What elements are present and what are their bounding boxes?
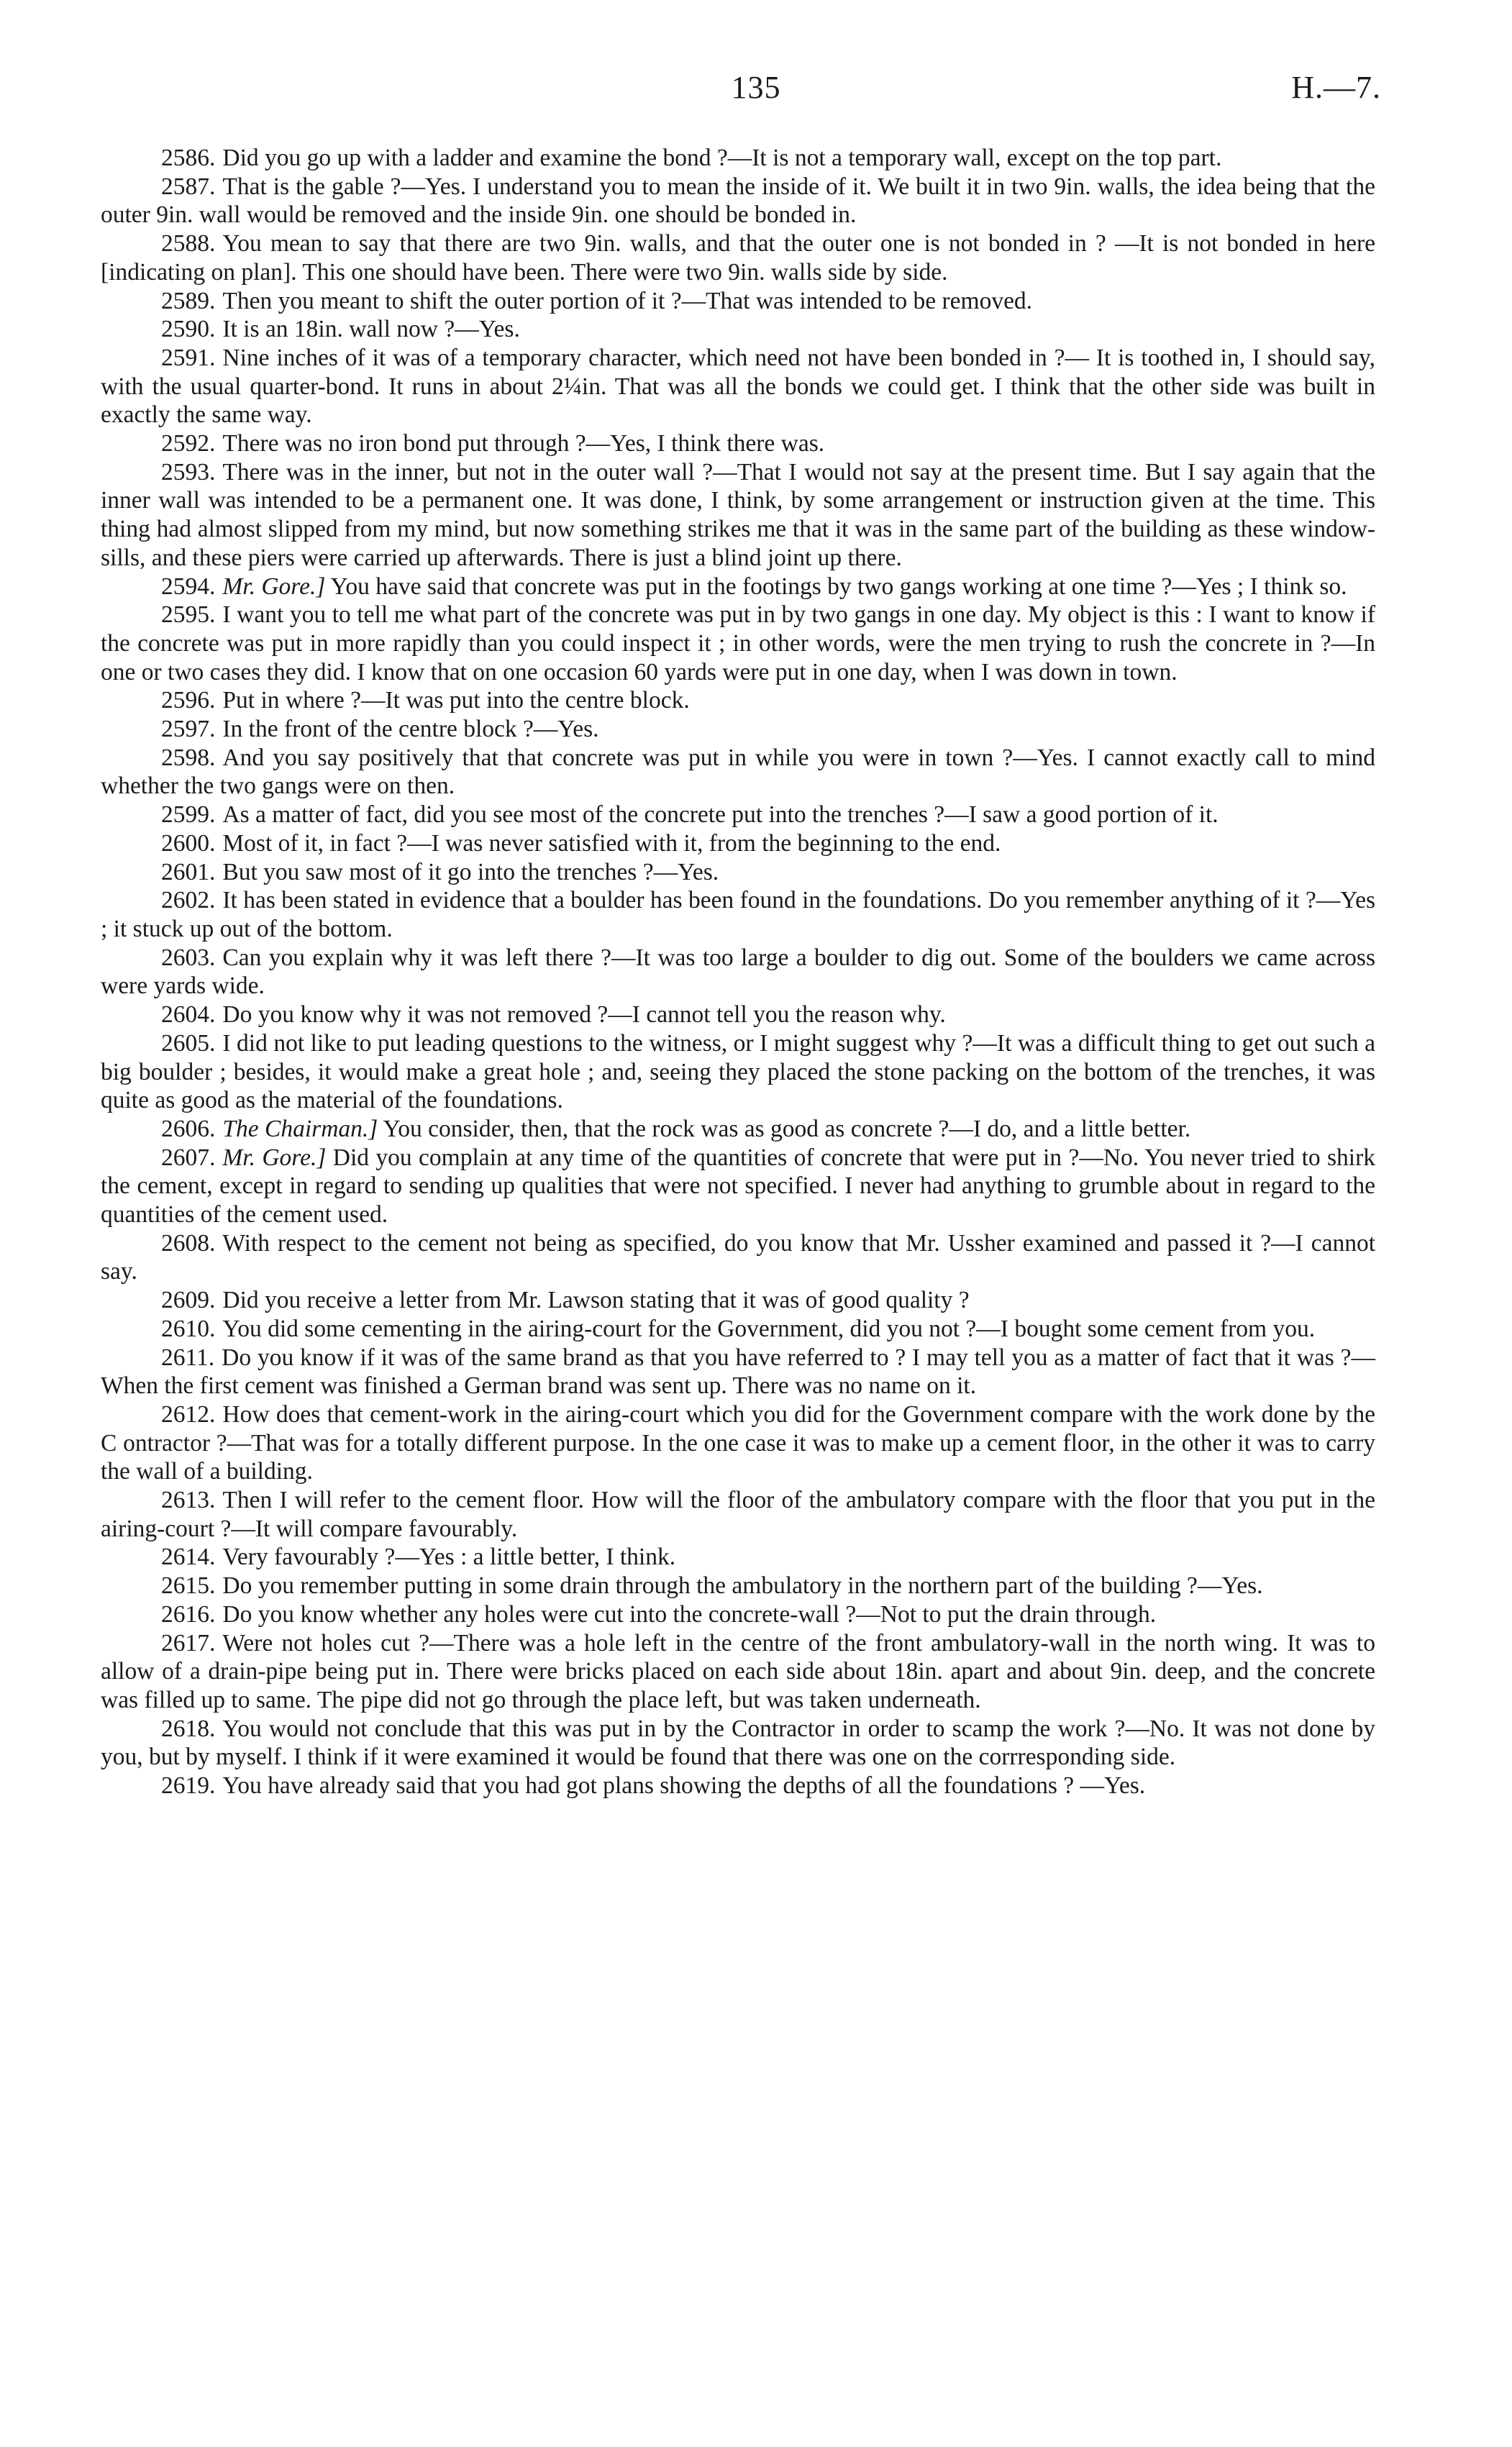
- question-number: 2592.: [161, 430, 216, 457]
- page-reference: H.—7.: [1291, 70, 1381, 105]
- evidence-paragraph: [101, 744, 1375, 801]
- evidence-paragraph: [101, 601, 1375, 686]
- page-number: 135: [731, 70, 781, 105]
- question-answer-text: Did you receive a letter from Mr. Lawson stating that it was of good quality ?: [222, 1287, 970, 1314]
- evidence-paragraph: [101, 1001, 1375, 1029]
- question-number: 2593.: [161, 458, 216, 486]
- evidence-paragraph: [101, 1486, 1375, 1543]
- question-number: 2609.: [161, 1287, 216, 1314]
- question-answer-text: As a matter of fact, did you see most of the concrete put into the trenches ?—I saw a good portion of it.: [222, 801, 1219, 829]
- question-answer-text: There was no iron bond put through ?—Yes, I think there was.: [222, 430, 825, 457]
- evidence-paragraph: [101, 1572, 1375, 1600]
- evidence-paragraph: [101, 944, 1375, 1001]
- question-answer-text: You have already said that you had got plans showing the depths of all the foundations ? —Yes.: [222, 1772, 1146, 1800]
- question-number: 2591.: [161, 344, 216, 371]
- question-number: 2611.: [161, 1344, 215, 1371]
- question-answer-text: Put in where ?—It was put into the centre block.: [222, 687, 690, 714]
- evidence-paragraph: [101, 1029, 1375, 1115]
- question-number: 2588.: [161, 230, 216, 258]
- question-number: 2600.: [161, 829, 216, 857]
- evidence-paragraph: [101, 1344, 1375, 1400]
- evidence-paragraph: [101, 858, 1375, 887]
- evidence-paragraph: [101, 1144, 1375, 1229]
- question-answer-text: With respect to the cement not being as specified, do you know that Mr. Ussher examined and passed it ?—I cannot say.: [101, 1229, 1375, 1285]
- evidence-paragraph: [101, 1229, 1375, 1286]
- question-answer-text: Most of it, in fact ?—I was never satisfied with it, from the beginning to the end.: [222, 829, 1001, 857]
- evidence-paragraph: [101, 829, 1375, 858]
- evidence-paragraph: [101, 287, 1375, 316]
- question-number: 2618.: [161, 1715, 216, 1742]
- question-answer-text: Can you explain why it was left there ?—It was too large a boulder to dig out. Some of the boulders we came across were yards wide.: [101, 944, 1375, 1000]
- speaker-name: Mr. Gore.]: [222, 1144, 327, 1171]
- question-number: 2604.: [161, 1001, 216, 1029]
- evidence-paragraph: [101, 1315, 1375, 1344]
- question-answer-text: It is an 18in. wall now ?—Yes.: [222, 316, 520, 343]
- question-number: 2587.: [161, 173, 216, 200]
- evidence-paragraph: [101, 686, 1375, 715]
- question-answer-text: Do you know whether any holes were cut into the concrete-wall ?—Not to put the drain through.: [222, 1600, 1157, 1628]
- question-answer-text: You consider, then, that the rock was as good as concrete ?—I do, and a little better.: [383, 1115, 1191, 1142]
- question-number: 2597.: [161, 716, 216, 743]
- question-number: 2614.: [161, 1544, 216, 1571]
- evidence-paragraph: [101, 715, 1375, 744]
- question-answer-text: It has been stated in evidence that a boulder has been found in the foundations. Do you remember anything of it ?—Yes ; it stuck up out of the bottom.: [101, 887, 1375, 942]
- question-number: 2608.: [161, 1229, 216, 1257]
- question-answer-text: Do you remember putting in some drain through the ambulatory in the northern part of the building ?—Yes.: [222, 1572, 1263, 1600]
- question-answer-text: You have said that concrete was put in the footings by two gangs working at one time ?—Yes ; I think so.: [330, 573, 1347, 600]
- question-answer-text: Did you go up with a ladder and examine the bond ?—It is not a temporary wall, except on the top part.: [222, 145, 1222, 171]
- evidence-paragraph: [101, 1629, 1375, 1715]
- question-number: 2617.: [161, 1629, 216, 1657]
- evidence-paragraph: [101, 1286, 1375, 1315]
- question-number: 2615.: [161, 1572, 216, 1600]
- evidence-paragraph: [101, 1400, 1375, 1486]
- question-answer-text: But you saw most of it go into the trenches ?—Yes.: [222, 858, 719, 885]
- question-number: 2590.: [161, 316, 216, 343]
- question-number: 2612.: [161, 1400, 216, 1428]
- question-number: 2595.: [161, 601, 216, 629]
- question-answer-text: Nine inches of it was of a temporary character, which need not have been bonded in ?— It is toothed in, I should say, with the usual quarter-bond. It runs in about 2¼in. That was all the bonds we could get. I think that the other side was built in exactly the same way.: [101, 344, 1375, 429]
- question-number: 2594.: [161, 573, 216, 600]
- question-answer-text: Do you know if it was of the same brand as that you have referred to ? I may tell you as a matter of fact that it was ?—When the first cement was finished a German brand was sent up. There was no name on it.: [101, 1344, 1375, 1400]
- question-number: 2589.: [161, 287, 216, 314]
- evidence-paragraph: [101, 1600, 1375, 1629]
- evidence-paragraph: [101, 886, 1375, 943]
- evidence-paragraph: [101, 315, 1375, 344]
- evidence-text: [101, 144, 1375, 1800]
- question-number: 2619.: [161, 1772, 216, 1800]
- question-answer-text: I did not like to put leading questions to the witness, or I might suggest why ?—It was a difficult thing to get out such a big boulder ; besides, it would make a great hole ; and, seeing they placed the stone packing on the bottom of the trenches, it was quite as good as the material of the foundations.: [101, 1029, 1375, 1114]
- question-answer-text: And you say positively that that concrete was put in while you were in town ?—Yes. I cannot exactly call to mind whether the two gangs were on then.: [101, 744, 1375, 800]
- question-number: 2605.: [161, 1029, 216, 1057]
- question-number: 2598.: [161, 744, 216, 771]
- evidence-paragraph: [101, 801, 1375, 829]
- speaker-name: The Chairman.]: [222, 1115, 378, 1142]
- evidence-paragraph: [101, 429, 1375, 458]
- question-answer-text: Very favourably ?—Yes : a little better, I think.: [222, 1544, 676, 1571]
- question-answer-text: How does that cement-work in the airing-court which you did for the Government compare with the work done by the C ontractor ?—That was for a totally different purpose. In the one case it was to make up a cement floor, in the other it was to carry the wall of a building.: [101, 1400, 1375, 1485]
- question-answer-text: That is the gable ?—Yes. I understand you to mean the inside of it. We built it in two 9in. walls, the idea being that the outer 9in. wall would be removed and the inside 9in. one should be bonded in.: [101, 173, 1375, 229]
- question-number: 2613.: [161, 1487, 216, 1514]
- evidence-paragraph: [101, 1772, 1375, 1800]
- evidence-paragraph: [101, 1115, 1375, 1144]
- question-answer-text: You did some cementing in the airing-court for the Government, did you not ?—I bought some cement from you.: [222, 1315, 1316, 1342]
- question-answer-text: Then I will refer to the cement floor. How will the floor of the ambulatory compare with the floor that you put in the airing-court ?—It will compare favourably.: [101, 1487, 1375, 1542]
- evidence-paragraph: [101, 573, 1375, 601]
- question-answer-text: There was in the inner, but not in the outer wall ?—That I would not say at the present time. But I say again that the inner wall was intended to be a permanent one. It was done, I think, by some arrangement or instruction given at the time. This thing had almost slipped from my mind, but now something strikes me that it was in the same part of the building as these window-sills, and these piers were carried up afterwards. There is just a blind joint up there.: [101, 458, 1375, 571]
- question-number: 2610.: [161, 1315, 216, 1342]
- question-number: 2601.: [161, 858, 216, 885]
- evidence-paragraph: [101, 458, 1375, 573]
- evidence-paragraph: [101, 344, 1375, 429]
- question-answer-text: Do you know why it was not removed ?—I cannot tell you the reason why.: [222, 1001, 946, 1029]
- evidence-paragraph: [101, 144, 1375, 173]
- question-number: 2602.: [161, 887, 216, 914]
- evidence-paragraph: [101, 1715, 1375, 1772]
- question-number: 2586.: [161, 145, 216, 171]
- question-number: 2606.: [161, 1115, 216, 1142]
- question-answer-text: I want you to tell me what part of the concrete was put in by two gangs in one day. My object is this : I want to know if the concrete was put in more rapidly than you could inspect it ; in other words, were the men trying to rush the concrete in ?—In one or two cases they did. I know that on one occasion 60 yards were put in one day, when I was down in town.: [101, 601, 1375, 685]
- question-answer-text: Then you meant to shift the outer portion of it ?—That was intended to be removed.: [222, 287, 1033, 314]
- question-answer-text: You would not conclude that this was put in by the Contractor in order to scamp the work ?—No. It was not done by you, but by myself. I think if it were examined it would be found that there was one on the corrresponding side.: [101, 1715, 1375, 1771]
- evidence-paragraph: [101, 1543, 1375, 1572]
- question-answer-text: Did you complain at any time of the quantities of concrete that were put in ?—No. You never tried to shirk the cement, except in regard to sending up qualities that were not specified. I never had anything to grumble about in regard to the quantities of the cement used.: [101, 1144, 1376, 1229]
- question-answer-text: Were not holes cut ?—There was a hole left in the centre of the front ambulatory-wall in the north wing. It was to allow of a drain-pipe being put in. There were bricks placed on each side about 18in. apart and about 9in. deep, and the concrete was filled up to same. The pipe did not go through the place left, but was taken underneath.: [101, 1629, 1375, 1713]
- question-number: 2607.: [161, 1144, 216, 1171]
- question-answer-text: You mean to say that there are two 9in. walls, and that the outer one is not bonded in ? —It is not bonded in here [indicating on plan]. This one should have been. There were two 9in. walls side by side.: [101, 230, 1375, 286]
- evidence-paragraph: [101, 229, 1375, 286]
- question-answer-text: In the front of the centre block ?—Yes.: [222, 716, 599, 743]
- evidence-paragraph: [101, 173, 1375, 229]
- question-number: 2603.: [161, 944, 216, 971]
- question-number: 2596.: [161, 687, 216, 714]
- speaker-name: Mr. Gore.]: [222, 573, 326, 600]
- question-number: 2599.: [161, 801, 216, 829]
- question-number: 2616.: [161, 1600, 216, 1628]
